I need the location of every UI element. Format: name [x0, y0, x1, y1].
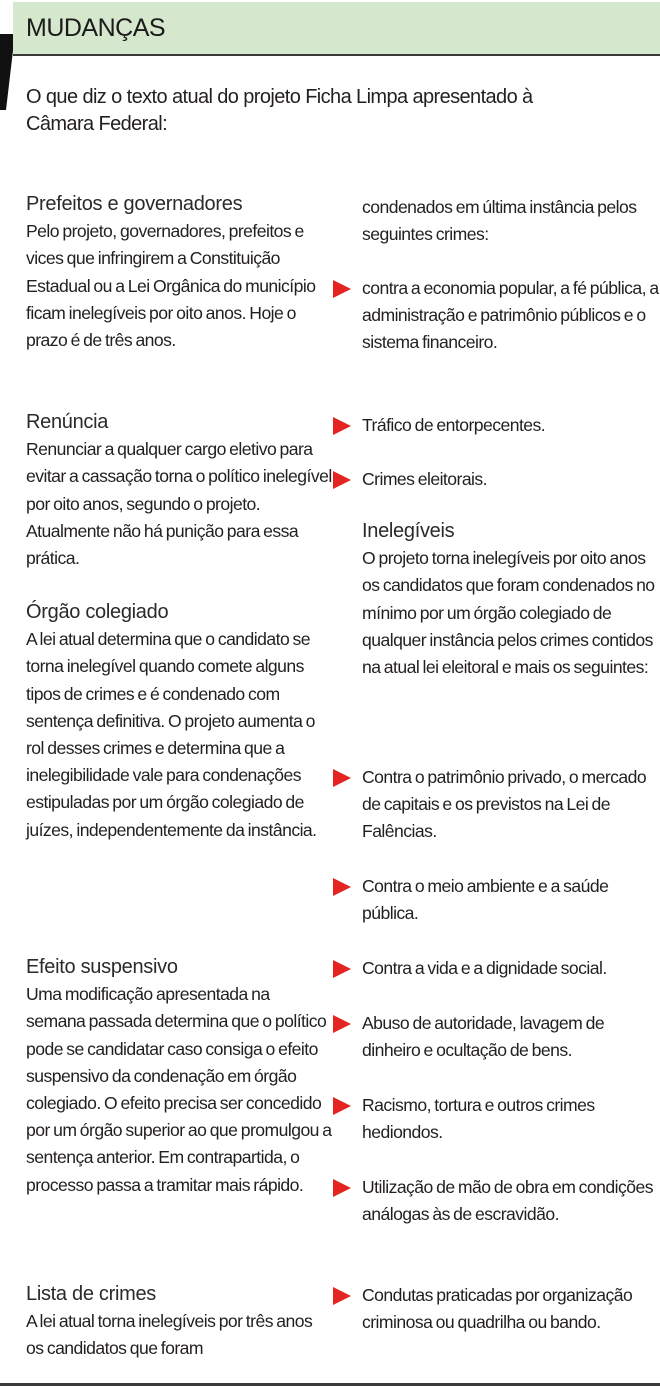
section-heading: Inelegíveis: [362, 520, 455, 542]
section-heading: Lista de crimes: [26, 1283, 156, 1305]
list-item: Racismo, tortura e outros crimes hediondos.: [333, 1092, 660, 1146]
section-heading: Órgão colegiado: [26, 601, 169, 623]
section-heading: Renúncia: [26, 411, 109, 433]
continuation-text: condenados em última instância pelos seguintes crimes:: [362, 197, 637, 245]
red-triangle-arrow-icon: [333, 280, 351, 298]
decorative-black-mark-icon: [0, 34, 14, 110]
header-title: MUDANÇAS: [26, 14, 166, 42]
section-body: A lei atual torna inelegíveis por três anos os candidatos que foram: [26, 1311, 313, 1359]
section-body: A lei atual determina que o candidato se torna inelegível quando comete alguns tipos de crimes e é condenado com sentença definitiva. O projeto aumenta o rol desses crimes e determina que a inelegibilidade vale para condenações estipuladas por um órgão colegiado de juízes, independentemente da instância.: [26, 629, 317, 840]
section-body: Uma modificação apresentada na semana passada determina que o político pode se candidatar caso consiga o efeito suspensivo da condenação em órgão colegiado. O efeito precisa ser concedido por um órgão superior ao que promulgou a sentença anterior. Em contrapartida, o processo passa a tramitar mais rápido.: [26, 984, 332, 1195]
section-body: Renunciar a qualquer cargo eletivo para evitar a cassação torna o político inelegível por oito anos, segundo o projeto. Atualmente não há punição para essa prática.: [26, 439, 332, 569]
list-item: Condutas praticadas por organização criminosa ou quadrilha ou bando.: [333, 1282, 660, 1336]
list-item: Contra o meio ambiente e a saúde pública.: [333, 873, 660, 927]
list-item: Crimes eleitorais.: [333, 466, 660, 493]
list-item: contra a economia popular, a fé pública, a administração e patrimônio públicos e o sistema financeiro.: [333, 275, 660, 357]
section-inelegiveis: [362, 518, 660, 681]
section-renuncia: [26, 409, 332, 572]
list-item: Abuso de autoridade, lavagem de dinheiro e ocultação de bens.: [333, 1010, 660, 1064]
list-item: Tráfico de entorpecentes.: [333, 412, 660, 439]
red-triangle-arrow-icon: [333, 1179, 351, 1197]
section-orgao-colegiado: [26, 599, 332, 844]
section-body: Pelo projeto, governadores, prefeitos e vices que infringirem a Constituição Estadual ou a Lei Orgânica do município ficam inelegíveis por oito anos. Hoje o prazo é de três anos.: [26, 221, 316, 351]
section-heading: Prefeitos e governadores: [26, 193, 243, 215]
section-prefeitos: [26, 191, 332, 354]
red-triangle-arrow-icon: [333, 1287, 351, 1305]
red-triangle-arrow-icon: [333, 960, 351, 978]
list-item: Utilização de mão de obra em condições análogas às de escravidão.: [333, 1174, 660, 1228]
list-item: Contra o patrimônio privado, o mercado de capitais e os previstos na Lei de Falências.: [333, 764, 660, 846]
red-triangle-arrow-icon: [333, 1097, 351, 1115]
section-header: [13, 2, 660, 56]
intro-text: O que diz o texto atual do projeto Ficha Limpa apresentado à Câmara Federal:: [26, 86, 533, 135]
red-triangle-arrow-icon: [333, 417, 351, 435]
section-heading: Efeito suspensivo: [26, 956, 178, 978]
red-triangle-arrow-icon: [333, 471, 351, 489]
list-item: Contra a vida e a dignidade social.: [333, 955, 660, 982]
red-triangle-arrow-icon: [333, 769, 351, 787]
section-body: O projeto torna inelegíveis por oito anos os candidatos que foram condenados no mínimo por um órgão colegiado de qualquer instância pelos crimes contidos na atual lei eleitoral e mais os seguintes:: [362, 548, 655, 678]
section-efeito-suspensivo: [26, 954, 332, 1199]
red-triangle-arrow-icon: [333, 1015, 351, 1033]
section-lista-de-crimes: [26, 1281, 332, 1363]
red-triangle-arrow-icon: [333, 878, 351, 896]
